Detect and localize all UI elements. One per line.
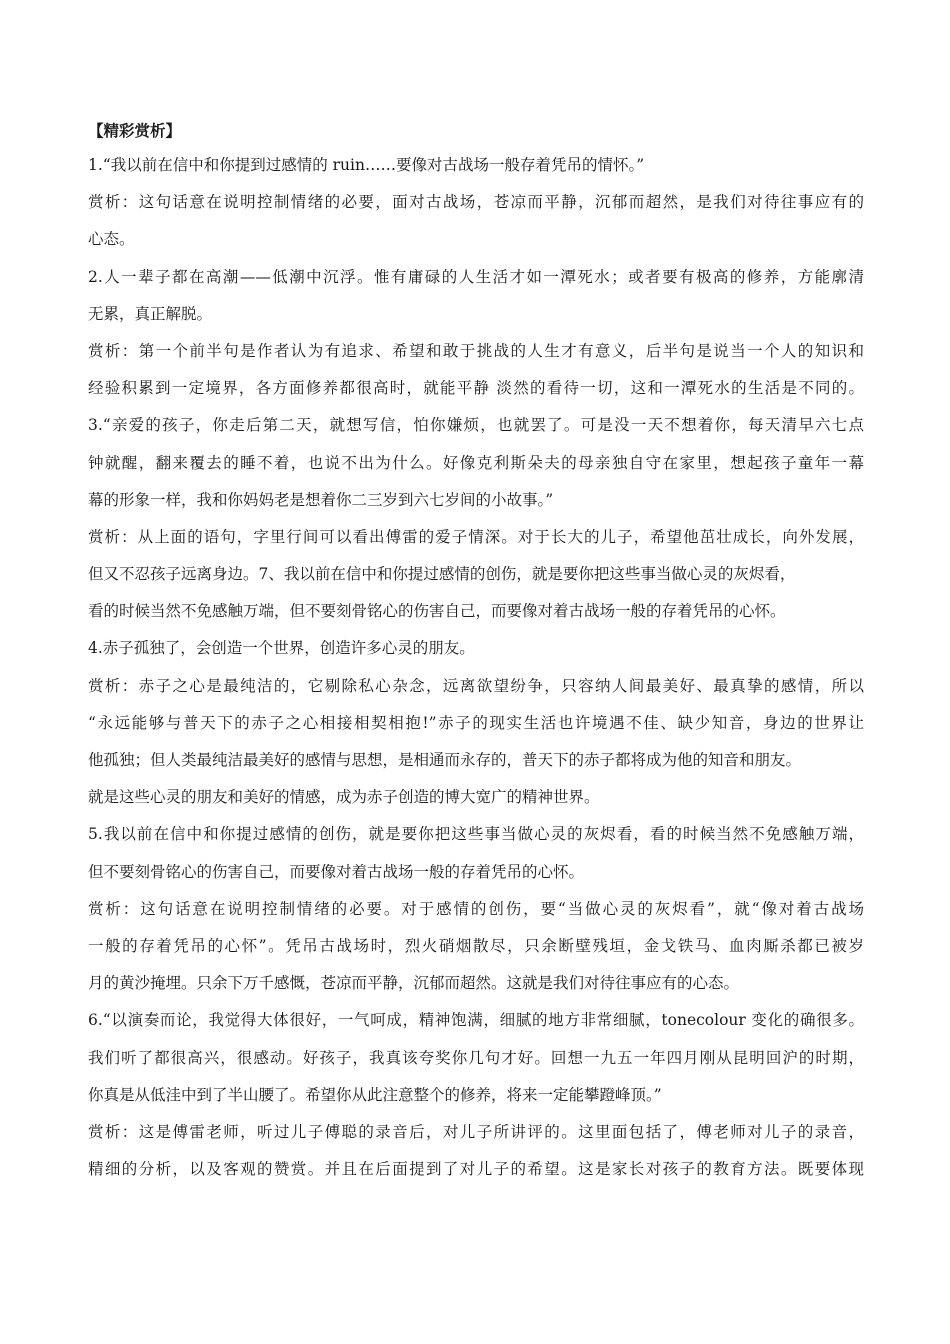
text-line: 无累，真正解脱。 <box>88 304 213 323</box>
text-line: 他孤独；但人类最纯洁最美好的感情与思想，是相通而永存的，普天下的赤子都将成为他的知音和朋友。 <box>88 751 802 769</box>
text-line: 你真是从低洼中到了半山腰了。希望你从此注意整个的修养，将来一定能攀蹬峰顶。” <box>88 1085 662 1104</box>
text-line: 但不要刻骨铭心的伤害自己，而要像对着古战场一般的存着凭吊的心怀。 <box>88 862 585 881</box>
text-line: 4.赤子孤独了，会创造一个世界，创造许多心灵的朋友。 <box>88 639 475 658</box>
text-line: 就是这些心灵的朋友和美好的情感，成为赤子创造的博大宽广的精神世界。 <box>88 788 600 807</box>
text-line: 但又不忍孩子远离身边。7、我以前在信中和你提过感情的创伤，就是要你把这些事当做心灵的灰烬看， <box>88 565 796 584</box>
text-line: “永远能够与普天下的赤子之心相接相契相抱!”赤子的现实生活也许境遇不佳、缺少知音，身边的世界让 <box>88 713 864 732</box>
document-body <box>88 115 864 1188</box>
text-line: 赏析：这句话意在说明控制情绪的必要。对于感情的创伤，要“当做心灵的灰烬看”，就“像对着古战场 <box>88 899 864 918</box>
text-line: 经验积累到一定境界，各方面修养都很高时，就能平静 淡然的看待一切，这和一潭死水的生活是不同的。 <box>88 379 864 398</box>
text-line: 1.“我以前在信中和你提到过感情的 ruin……要像对古战场一般存着凭吊的情怀。” <box>88 156 645 174</box>
text-line: 2.人一辈子都在高潮——低潮中沉浮。惟有庸碌的人生活才如一潭死水；或者要有极高的修养，方能廓清 <box>88 267 864 286</box>
text-line: 赏析：这句话意在说明控制情绪的必要，面对古战场，苍凉而平静，沉郁而超然，是我们对待往事应有的 <box>88 193 864 212</box>
text-line: 我们听了都很高兴，很感动。好孩子，我真该夸奖你几句才好。回想一九五一年四月刚从昆明回沪的时期， <box>88 1048 864 1067</box>
text-line: 看的时候当然不免感触万端，但不要刻骨铭心的伤害自己，而要像对着古战场一般的存着凭吊的心怀。 <box>88 602 786 621</box>
text-line: 赏析：赤子之心是最纯洁的，它剔除私心杂念，远离欲望纷争，只容纳人间最美好、最真挚的感情，所以 <box>88 676 864 695</box>
text-line: 赏析：从上面的语句，字里行间可以看出傅雷的爱子情深。对于长大的儿子，希望他茁壮成长，向外发展， <box>88 527 864 546</box>
section-heading: 【精彩赏析】 <box>88 121 182 140</box>
text-line: 赏析：第一个前半句是作者认为有追求、希望和敢于挑战的人生才有意义，后半句是说当一个人的知识和 <box>88 341 864 360</box>
text-line: 幕的形象一样，我和你妈妈老是想着你二三岁到六七岁间的小故事。” <box>88 490 554 509</box>
text-lines <box>88 147 864 1188</box>
text-line: 5.我以前在信中和你提过感情的创伤，就是要你把这些事当做心灵的灰烬看，看的时候当然不免感触万端， <box>88 825 864 844</box>
text-line: 赏析：这是傅雷老师，听过儿子傅聪的录音后，对儿子所讲评的。这里面包括了，傅老师对儿子的录音， <box>88 1122 864 1141</box>
text-line: 精细的分析，以及客观的赞赏。并且在后面提到了对儿子的希望。这是家长对孩子的教育方法。既要体现 <box>88 1160 864 1179</box>
text-line: 3.“亲爱的孩子，你走后第二天，就想写信，怕你嫌烦，也就罢了。可是没一天不想着你，每天清早六七点 <box>88 416 864 435</box>
text-line: 月的黄沙掩埋。只余下万千感慨，苍凉而平静，沉郁而超然。这就是我们对待往事应有的心态。 <box>88 974 740 993</box>
text-line: 心态。 <box>88 230 135 249</box>
text-line: 钟就醒，翻来覆去的睡不着，也说不出为什么。好像克利斯朵夫的母亲独自守在家里，想起孩子童年一幕 <box>88 453 864 472</box>
text-line: 6.“以演奏而论，我觉得大体很好，一气呵成，精神饱满，细腻的地方非常细腻，tonecolour 变化的确很多。 <box>88 1011 864 1030</box>
text-line: 一般的存着凭吊的心怀”。凭吊古战场时，烈火硝烟散尽，只余断壁残垣，金戈铁马、血肉厮杀都已被岁 <box>88 936 864 955</box>
